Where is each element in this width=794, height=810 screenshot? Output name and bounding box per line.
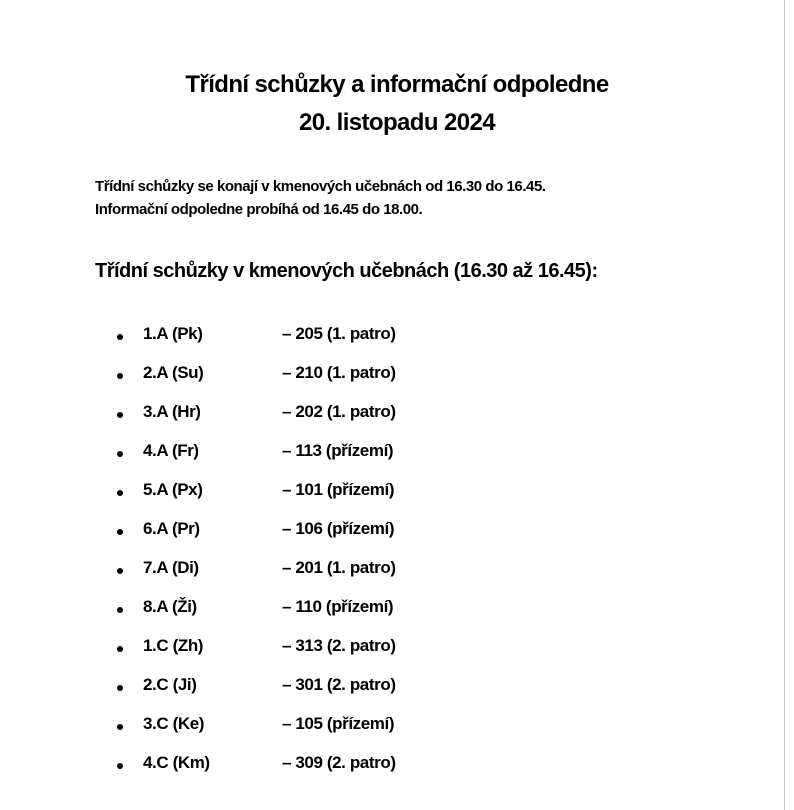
class-name: 3.C (Ke)	[143, 714, 205, 733]
room-info: – 201 (1. patro)	[282, 558, 396, 577]
document-date: 20. listopadu 2024	[299, 109, 495, 136]
room-info: – 101 (přízemí)	[282, 480, 395, 499]
room-info: – 105 (přízemí)	[282, 714, 395, 733]
class-name: 6.A (Pr)	[143, 519, 200, 538]
bullet-icon	[117, 529, 123, 535]
bullet-icon	[117, 685, 123, 691]
bullet-icon	[117, 373, 123, 379]
bullet-icon	[117, 334, 123, 340]
bullet-icon	[117, 568, 123, 574]
bullet-icon	[117, 763, 123, 769]
bullet-icon	[117, 646, 123, 652]
bullet-icon	[117, 724, 123, 730]
room-info: – 113 (přízemí)	[282, 441, 394, 460]
room-info: – 110 (přízemí)	[282, 597, 394, 616]
class-name: 8.A (Ži)	[143, 597, 197, 616]
room-info: – 202 (1. patro)	[282, 402, 396, 421]
bullet-icon	[117, 490, 123, 496]
room-info: – 210 (1. patro)	[282, 363, 396, 382]
room-info: – 313 (2. patro)	[282, 636, 396, 655]
class-name: 2.C (Ji)	[143, 675, 197, 694]
class-name: 1.C (Zh)	[143, 636, 204, 655]
class-name: 2.A (Su)	[143, 363, 204, 382]
bullet-icon	[117, 412, 123, 418]
class-name: 5.A (Px)	[143, 480, 203, 499]
room-info: – 205 (1. patro)	[282, 324, 396, 343]
intro-line-2: Informační odpoledne probíhá od 16.45 do 18.00.	[95, 201, 423, 218]
room-info: – 106 (přízemí)	[282, 519, 395, 538]
document-title: Třídní schůzky a informační odpoledne	[185, 71, 609, 98]
class-name: 1.A (Pk)	[143, 324, 203, 343]
section-heading: Třídní schůzky v kmenových učebnách (16.30 až 16.45):	[95, 260, 598, 282]
class-name: 4.C (Km)	[143, 753, 210, 772]
intro-line-1: Třídní schůzky se konají v kmenových učebnách od 16.30 do 16.45.	[95, 178, 546, 195]
room-info: – 309 (2. patro)	[282, 753, 396, 772]
class-name: 3.A (Hr)	[143, 402, 201, 421]
bullet-icon	[117, 607, 123, 613]
bullet-icon	[117, 451, 123, 457]
class-name: 4.A (Fr)	[143, 441, 199, 460]
class-name: 7.A (Di)	[143, 558, 199, 577]
room-info: – 301 (2. patro)	[282, 675, 396, 694]
